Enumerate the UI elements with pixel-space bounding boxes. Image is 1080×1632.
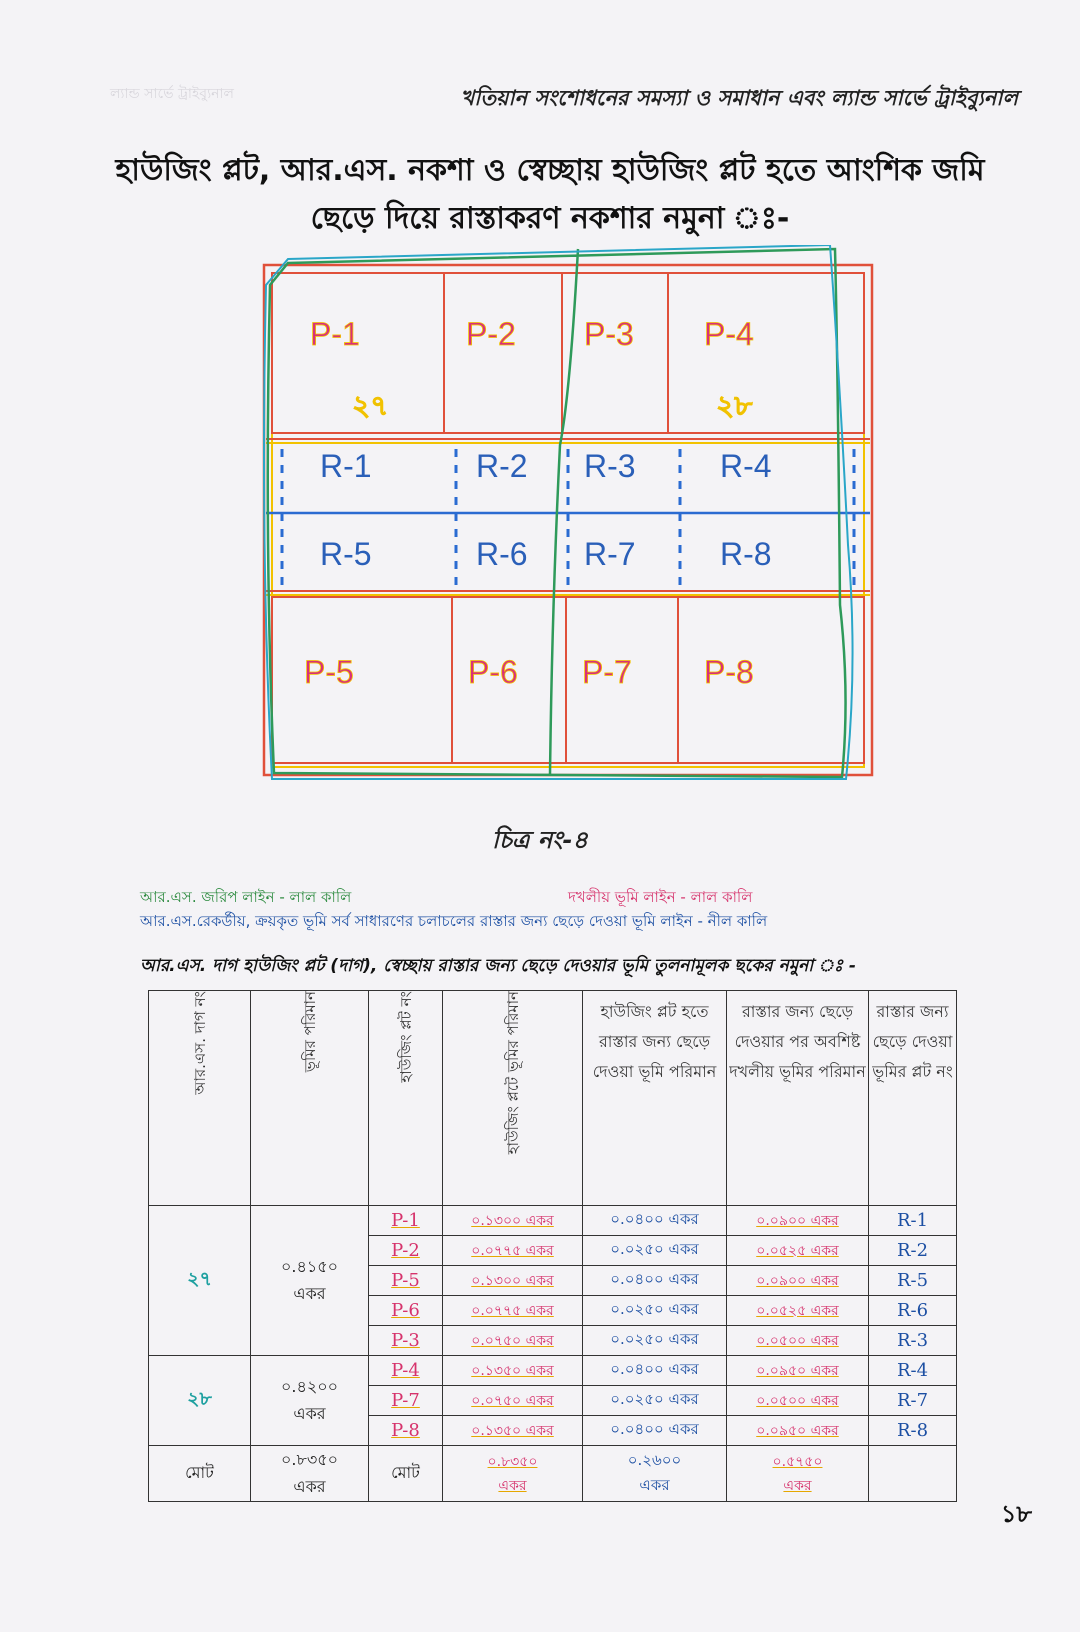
road-label-r6: R-6 [476, 536, 528, 572]
plot-no-cell: P-2 [369, 1236, 443, 1266]
land-amount-cell [251, 1206, 369, 1356]
plot-land-cell: ০.১৩৫০ একর [443, 1356, 583, 1386]
header-road-plot: রাস্তার জন্য ছেড়ে দেওয়া ভূমির প্লট নং [869, 991, 957, 1206]
plot-label-p1: P-1 [310, 316, 360, 352]
housing-plot-map [260, 245, 880, 785]
total-plot-label-cell: মোট [369, 1446, 443, 1502]
legend-possession-line: দখলীয় ভূমি লাইন - লাল কালি [568, 888, 753, 906]
header-remaining: রাস্তার জন্য ছেড়ে দেওয়ার পর অবশিষ্ট দখলীয় ভূমির পরিমান [727, 991, 869, 1206]
total-plot-land [443, 1446, 583, 1502]
total-remaining-value: ০.৫৭৫০ [772, 1453, 823, 1470]
dag-label-28: ২৮ [716, 389, 753, 422]
page-title-line-2: ছেড়ে দিয়ে রাস্তাকরণ নকশার নমুনা ঃ- [310, 201, 790, 236]
faint-bleed-text: ল্যান্ড সার্ভে ট্রাইব্যুনাল [110, 86, 234, 102]
cell-p3 [562, 273, 668, 433]
remaining-land-cell: ০.০৫০০ একর [727, 1326, 869, 1356]
total-amount-cell [251, 1446, 369, 1502]
plot-no-cell: P-4 [369, 1356, 443, 1386]
road-land-cell: ০.০২৫০ একর [583, 1326, 727, 1356]
plot-no-cell: P-7 [369, 1386, 443, 1416]
plot-label-p3: P-3 [584, 316, 634, 352]
header-land-amount: ভূমির পরিমান [251, 991, 369, 1206]
road-land-cell: ০.০৪০০ একর [583, 1416, 727, 1446]
cell-p2 [444, 273, 562, 433]
rs-dag-cell: ২৭ [149, 1206, 251, 1356]
plot-no-cell: P-5 [369, 1266, 443, 1296]
total-plot-land-unit: একর [498, 1477, 527, 1494]
road-land-cell: ০.০২৫০ একর [583, 1386, 727, 1416]
road-plot-cell: R-4 [869, 1356, 957, 1386]
total-remaining-unit: একর [783, 1477, 812, 1494]
total-plot-land-value: ০.৮৩৫০ [487, 1453, 538, 1470]
road-land-cell: ০.০২৫০ একর [583, 1236, 727, 1266]
total-road-land-unit: একর [639, 1475, 670, 1494]
total-remaining [727, 1446, 869, 1502]
total-amount-value: ০.৮৩৫০ [280, 1449, 339, 1469]
road-land-cell: ০.০৪০০ একর [583, 1266, 727, 1296]
comparison-table [148, 990, 957, 1502]
road-label-r2: R-2 [476, 448, 528, 484]
plot-land-cell: ০.০৭৭৫ একর [443, 1236, 583, 1266]
plot-land-cell: ০.০৭৭৫ একর [443, 1296, 583, 1326]
road-plot-cell: R-6 [869, 1296, 957, 1326]
dag-label-27: ২৭ [352, 389, 389, 422]
road-land-cell: ০.০৪০০ একর [583, 1356, 727, 1386]
figure-caption: চিত্র নং-৪ [492, 826, 588, 854]
header-rs-dag: আর.এস. দাগ নং [149, 991, 251, 1206]
plot-label-p7: P-7 [582, 654, 632, 690]
remaining-land-cell: ০.০৯০০ একর [727, 1266, 869, 1296]
plot-no-cell: P-1 [369, 1206, 443, 1236]
plot-no-cell: P-3 [369, 1326, 443, 1356]
plot-land-cell: ০.০৭৫০ একর [443, 1386, 583, 1416]
road-land-cell: ০.০২৫০ একর [583, 1296, 727, 1326]
road-plot-cell: R-8 [869, 1416, 957, 1446]
plot-label-p4: P-4 [704, 316, 754, 352]
legend-road-line: আর.এস.রেকর্ডীয়, ক্রয়কৃত ভূমি সর্ব সাধারণের চলাচলের রাস্তার জন্য ছেড়ে দেওয়া ভূমি লাইন - নীল কালি [140, 912, 768, 930]
total-road-land [583, 1446, 727, 1502]
table-caption: আর.এস. দাগ হাউজিং প্লট (দাগ), স্বেচ্ছায় রাস্তার জন্য ছেড়ে দেওয়ার ভূমি তুলনামূলক ছকের নমুনা ঃ - [140, 956, 856, 976]
remaining-land-cell: ০.০৫২৫ একর [727, 1296, 869, 1326]
page-number: ১৮ [1000, 1500, 1032, 1528]
plot-land-cell: ০.১৩৫০ একর [443, 1416, 583, 1446]
land-amount-unit: একর [293, 1403, 326, 1423]
header-plot-land: হাউজিং প্লটে ভূমির পরিমান [443, 991, 583, 1206]
plot-land-cell: ০.০৭৫০ একর [443, 1326, 583, 1356]
land-amount-unit: একর [293, 1283, 326, 1303]
rs-dag-cell: ২৮ [149, 1356, 251, 1446]
bottom-plot-grid [272, 597, 864, 763]
cell-p5 [272, 597, 452, 763]
total-amount-unit: একর [293, 1476, 326, 1496]
table-row [149, 1206, 957, 1236]
land-amount-cell [251, 1356, 369, 1446]
road-plot-cell: R-7 [869, 1386, 957, 1416]
road-label-r1: R-1 [320, 448, 372, 484]
road-label-r8: R-8 [720, 536, 772, 572]
plot-land-cell: ০.১৩০০ একর [443, 1206, 583, 1236]
plot-label-p5: P-5 [304, 654, 354, 690]
land-amount-value: ০.৪২০০ [280, 1376, 339, 1396]
road-land-cell: ০.০৪০০ একর [583, 1206, 727, 1236]
road-label-r5: R-5 [320, 536, 372, 572]
total-road-land-value: ০.২৬০০ [627, 1450, 682, 1469]
total-empty-cell [869, 1446, 957, 1502]
plot-land-cell: ০.১৩০০ একর [443, 1266, 583, 1296]
road-plot-cell: R-5 [869, 1266, 957, 1296]
plot-no-cell: P-6 [369, 1296, 443, 1326]
table-header-row [149, 991, 957, 1206]
table-row [149, 1356, 957, 1386]
remaining-land-cell: ০.০৯৫০ একর [727, 1356, 869, 1386]
plot-label-p6: P-6 [468, 654, 518, 690]
road-plot-cell: R-2 [869, 1236, 957, 1266]
remaining-land-cell: ০.০৯৫০ একর [727, 1416, 869, 1446]
page-title-line-1: হাউজিং প্লট, আর.এস. নকশা ও স্বেচ্ছায় হাউজিং প্লট হতে আংশিক জমি [115, 153, 985, 188]
plot-label-p2: P-2 [466, 316, 516, 352]
table-total-row [149, 1446, 957, 1502]
legend-rs-line: আর.এস. জরিপ লাইন - লাল কালি [140, 888, 352, 906]
road-label-r4: R-4 [720, 448, 772, 484]
header-road-land: হাউজিং প্লট হতে রাস্তার জন্য ছেড়ে দেওয়া ভূমি পরিমান [583, 991, 727, 1206]
running-header: খতিয়ান সংশোধনের সমস্যা ও সমাধান এবং ল্যান্ড সার্ভে ট্রাইব্যুনাল [460, 86, 1018, 110]
total-label-cell: মোট [149, 1446, 251, 1502]
remaining-land-cell: ০.০৫০০ একর [727, 1386, 869, 1416]
remaining-land-cell: ০.০৫২৫ একর [727, 1236, 869, 1266]
road-plot-cell: R-3 [869, 1326, 957, 1356]
header-plot-no: হাউজিং প্লট নং [369, 991, 443, 1206]
remaining-land-cell: ০.০৯০০ একর [727, 1206, 869, 1236]
plot-no-cell: P-8 [369, 1416, 443, 1446]
road-label-r7: R-7 [584, 536, 636, 572]
road-plot-cell: R-1 [869, 1206, 957, 1236]
road-label-r3: R-3 [584, 448, 636, 484]
plot-label-p8: P-8 [704, 654, 754, 690]
land-amount-value: ০.৪১৫০ [280, 1256, 339, 1276]
